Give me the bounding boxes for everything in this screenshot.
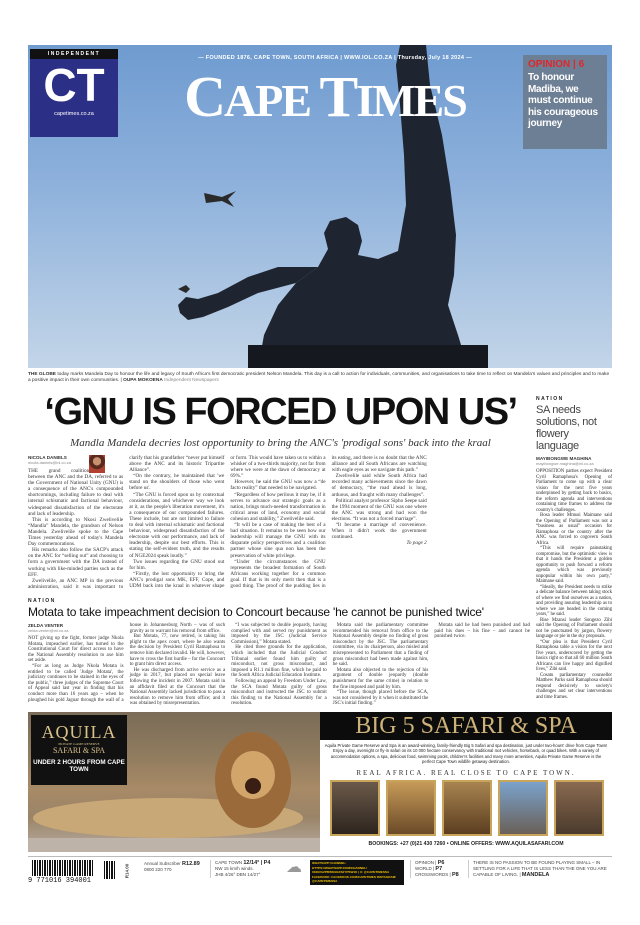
page-index	[410, 860, 459, 878]
paragraph: “This will require painstaking compromise, but the optimistic view is that it hands the President a golden opportunity to push forward a reform agenda which was previously unpopular within his own party,” Maimane said.	[536, 546, 612, 584]
barcode	[32, 860, 94, 876]
index-label: CROSSWORDS	[415, 872, 449, 877]
paragraph: “On the contrary, he maintained that 'we stand on the shoulders of those who went before us'.	[129, 473, 225, 492]
paragraph: OPPOSITION parties expect President Cyril Ramaphosa's Opening of Parliament to come up with a clear vision for the next five years underpinned by getting back to basics, the reform agenda and interventions containing time frames to address the country's challenges.	[536, 469, 612, 513]
paragraph: Motata said he had been punished and had paid his dues – his fine – and cannot be punished twice.	[434, 623, 530, 640]
paragraph: “The GNU is forced upon us by contextual considerations, and whichever way we look at it, as the people's liberation movement, it's a consequence of our compounded failures. These include, but are not limited to failure to deal with internal schismatic and factional behaviour, widespread dissatisfaction of the electorate with our performance, and lack of leadership, despite our best efforts. This is stating the self-evident truth, and the results of NGE2024 speak loudly.”	[129, 491, 225, 559]
paragraph: This is according to Nkosi Zwelivelile “Mandla” Mandela, the grandson of Nelson Mandela. Zwelivelile spoke to the Cape Times yesterday ahead of today's Mandela Day commemorations.	[28, 516, 124, 548]
index-item[interactable]: CROSSWORDS | P8	[415, 872, 459, 878]
paragraph: But Motata, 77, now retired, is taking his plight to the apex court, where he also wants the decision by President Cyril Ramaphosa to remove him declared invalid. He will, however, have to cross the first hurdle – for the Concourt to grant him direct access.	[129, 634, 226, 668]
ad-brand-sub: PRIVATE GAME RESERVE	[58, 742, 100, 746]
paragraph: “It became a marriage of convenience. When it didn't work the government continued.	[331, 522, 427, 541]
ad-bookings[interactable]: BOOKINGS: +27 (0)21 430 7260 • ONLINE OFFERS: WWW.AQUILASAFARI.COM	[368, 841, 564, 847]
author-email: nicola.daniels@inl.co.za	[28, 460, 71, 465]
paragraph: “I was subjected to double jeopardy, having complied with and served my punishment as imposed by the JSC (Judicial Service Commission),” Motata stated.	[231, 623, 327, 645]
caption-lead: THE GLOBE	[28, 372, 56, 377]
paragraphs	[28, 623, 530, 710]
paragraph: “Firstly, the lost opportunity to bring the ANC's prodigal sons MK, EFF, Cope, and UDM back into the kraal in whatever shape or form. This would have taken us to within a whisker of a two-thirds majority, not far from where we were at the dawn of democracy at 69%.”	[129, 455, 326, 589]
paragraph: Political analyst professor Sipho Seepe said the 1994 moment of the GNU was one where the ANC was strong and had won the elections. “It was not a forced marriage”.	[331, 497, 427, 522]
bird-in-flight-icon	[204, 191, 236, 207]
lead-subhead: Mandla Mandela decries lost opportunity to bring the ANC's 'prodigal sons' back into the kraal	[70, 437, 491, 449]
jump-link[interactable]: To page 2	[406, 540, 427, 547]
paragraph: Rise Mzansi leader Songezo Zibi said the Opening of Parliament should not be punctuated by jargon, flowery language or pie in the sky proposals.	[536, 617, 612, 639]
second-headline[interactable]: Motata to take impeachment decision to Concourt because 'he cannot be punished twice'	[28, 605, 484, 619]
footer-strip	[28, 856, 612, 886]
photo-caption	[28, 372, 612, 384]
paragraph: Motata said the parliamentary committee recommended his removal from office to the National Assembly despite no finding of gross misconduct by the JSC. The parliamentary committee, via its chairperson, also misled and misrepresented to Parliament that a finding of gross misconduct had been made against him, he said.	[332, 623, 429, 668]
paragraph: Zwelivelile, an ANC MP in the previous administration, said it was important to clarify that his grandfather “never put himself above the ANC and its historic Tripartite Alliance”.	[28, 455, 225, 590]
weather	[210, 860, 270, 878]
paragraph: “The issue, though placed before the SCA, was not considered by it when it substituted the JSC's initial finding.”	[332, 690, 429, 707]
subscriber-label: Annual Subscriber	[144, 861, 181, 866]
paragraph: “Our plea is that President Cyril Ramaphosa table a vision for the next five years, underscored by getting the basics right so that all 60 million South Africans can live happy and dignified lives,” Zibi said.	[536, 639, 612, 672]
second-kicker: NATION	[28, 598, 56, 604]
logo-url: capetimes.co.za	[54, 111, 94, 117]
rain-cloud-icon: ☁	[286, 859, 302, 876]
index-item[interactable]: OPINION | P6	[415, 860, 445, 866]
title-part: IMES	[356, 75, 466, 126]
bird-on-hand-icon	[178, 285, 190, 293]
paragraph: Following an appeal by Freedom Under Law, the SCA found Motata guilty of gross misconduct and instructed the JSC to submit this finding to the National Assembly for a resolution.	[231, 678, 327, 707]
ad-copy: Aquila Private Game Reserve and Spa is an award-winning, family-friendly Big 5 Safari and spa destination, just under two-hours' drive from Cape Town! Enjoy a day, overnight or fly-in safari on its 10 000 hectare conservancy with traditional 4x4 vehicles, horseback, or quad bikes. With a variety of accommodation options, a spa, delicious food, swimming pools, children's facilities and many more amenities, Aquila Private Game Reserve is the perfect Cape Town wildlife getaway destination.	[324, 743, 608, 765]
author-avatar	[89, 455, 105, 473]
paragraph: “For as long as Judge Nkola Motata is entitled to be called 'Judge Motata', the judiciary continues to be stained in the eyes of the public,” three judges of the Supreme Court of Appeal said last year in finding that his conduct more than 16 years ago – when he ploughed his gold Jaguar through the wall of a house in Johannesburg North – was of such gravity as to warrant his removal from office.	[28, 623, 226, 703]
title-part: C	[184, 64, 225, 129]
lion-face-photo	[442, 780, 492, 836]
elephant-photo	[498, 780, 548, 836]
social-line: FACEBOOK: FACEBOOK.COM/CAPETIMES INSTAGRAM: @CAPETIMESSA	[312, 874, 397, 884]
price-barcode	[104, 861, 116, 879]
masthead-title	[130, 66, 520, 132]
weather-city: CAPE TOWN	[215, 860, 243, 865]
second-byline: ZELDA VENTER	[28, 623, 64, 628]
paragraph: NOT giving up the fight, former judge Nkola Motata, impeached earlier, has turned to the Constitutional Court for direct access to have the National Assembly resolution to axe him set aside.	[28, 636, 124, 664]
paragraph: THE grand coalition between the ANC and the DA, referred to as the Government of National Unity (GNU) is a consequence of the ANC's compounded shortcomings, including failure to deal with internal schismatic and factional behaviour, widespread dissatisfaction of the electorate and lack of leadership.	[28, 468, 124, 517]
social-line: WHATSAPP CHANNEL: HTTPS://WHATSAPP.COM/CHANNEL/	[312, 861, 367, 870]
photo-credit-org: Independent Newspapers	[162, 378, 219, 383]
ad-brand: AQUILA	[41, 722, 117, 742]
social-links[interactable]	[310, 860, 404, 885]
lead-headline: ‘GNU IS FORCED UPON US’	[44, 391, 517, 433]
weather-other: JHB 4/26° DBN 14/27°	[215, 872, 261, 877]
paragraph: “It will be a case of making the best of a bad situation. It remains to be seen how our leadership will manage the GNU with its disparate policy perspectives and a coalition partner whose sine qua non has been the preservation of white privilege.	[230, 522, 326, 559]
lead-article-body	[28, 455, 528, 595]
sidebar-email: mayibongwe.maghina@inl.co.za	[536, 461, 594, 466]
ct-logo[interactable]	[30, 49, 118, 137]
paragraph: Two issues regarding the GNU stood out for him.	[129, 558, 225, 571]
index-label: OPINION	[415, 860, 435, 865]
paragraph: Zwelivelile said while South Africa had recorded many achievements since the dawn of democracy, “the road ahead is long, arduous, and fraught with many challenges”.	[331, 473, 427, 498]
weather-page: | P4	[260, 860, 271, 866]
aquila-logo-box	[31, 715, 127, 785]
ad-info	[320, 712, 612, 852]
paragraph: “Regardless of how perilous it may be, if it serves to advance our strategic goals as a nation, brings much-needed transformation in critical areas of land, economy and social cohesion and stability,” Zwelivelile said.	[230, 491, 326, 522]
logo-initials: CT	[43, 59, 105, 111]
photo-credit: OUPA MOKOENA	[123, 378, 163, 383]
author-byline: NICOLA DANIELS	[28, 455, 67, 460]
second-story	[28, 598, 530, 710]
paragraphs	[28, 455, 427, 595]
barcode-number: 9 771016 394001	[28, 877, 92, 885]
ad-banner: BIG 5 SAFARI & SPA	[320, 712, 612, 740]
buffalo-photo	[330, 780, 380, 836]
teaser-kicker: OPINION | 6	[528, 59, 585, 70]
index-item[interactable]: WORLD | P7	[415, 866, 443, 872]
paragraph: Motata also objected to the rejection of his argument of double jeopardy (double punishment for the same crime) in relation to the fine imposed and paid by him.	[332, 667, 429, 690]
quote-text: THERE IS NO PASSION TO BE FOUND PLAYING SMALL – IN SETTLING FOR A LIFE THAT IS LESS THAN THE ONE YOU ARE CAPABLE OF LIVING.	[473, 860, 607, 877]
aquila-advert[interactable]	[28, 712, 612, 852]
lion-photo	[28, 712, 320, 852]
quote-author: MANDELA	[521, 872, 550, 878]
paragraph: “Ideally, the President needs to strike a delicate balance between taking stock of where we find ourselves as a nation, and providing assuring leadership as to where we are headed in the coming years,” he said.	[536, 584, 612, 617]
caption-text: today marks Mandela Day to honour the life and legacy of South Africa's first democratic president Nelson Mandela. This day is a call to action for individuals, communities, and organisations to take time to reflect on Mandela's values and principles and to make a positive impact in their own communities. |	[28, 372, 610, 383]
title-part: APE	[224, 75, 320, 126]
index-page: P6	[437, 860, 445, 866]
rhino-photo	[554, 780, 604, 836]
teaser-headline: To honour Madiba, we must continue his courageous journey	[528, 72, 598, 129]
second-article-body	[28, 623, 530, 710]
sidebar-headline[interactable]: SA needs solutions, not flowery language	[536, 404, 597, 452]
index-label: WORLD	[415, 866, 432, 871]
opinion-teaser[interactable]	[523, 55, 607, 149]
weather-wind: NW 15 km/h winds.	[215, 866, 254, 871]
social-line: 0029VAZPBWK9GXS2YPSW1K | X: @CAPETIMESSA	[312, 870, 390, 875]
ad-distance: UNDER 2 HOURS FROM CAPE TOWN	[33, 759, 125, 773]
paragraph: However, he said the GNU was now a “de facto reality” that needed to be navigated.	[230, 479, 326, 492]
index-page: P7	[435, 866, 443, 872]
masthead-tagline: — FOUNDED 1876, CAPE TOWN, SOUTH AFRICA | WWW.IOL.CO.ZA | Thursday, July 18 2024 —	[198, 55, 472, 61]
sidebar-byline: MAYIBONGWE MAGHINA	[536, 456, 592, 461]
title-part: T	[319, 64, 357, 129]
weather-temp: 12/14°	[243, 860, 260, 866]
paragraph: He was discharged from active service as a judge in 2017, but placed on special leave following the incident in 2007. Motata said in an affidavit filed at the Concourt that the National Assembly lacked jurisdiction to pass a resolution to remove him from office; and it was obtained by misrepresentation.	[129, 667, 226, 707]
sidebar-kicker: NATION	[536, 396, 564, 402]
mandela-quote: THERE IS NO PASSION TO BE FOUND PLAYING SMALL – IN SETTLING FOR A LIFE THAT IS LESS THAN THE ONE YOU ARE CAPABLE OF LIVING. | MANDELA	[468, 860, 608, 878]
cover-price: R14.00	[124, 863, 130, 879]
ad-slogan: REAL AFRICA. REAL CLOSE TO CAPE TOWN.	[356, 769, 576, 777]
brand-label: INDEPENDENT	[30, 49, 118, 59]
second-email: zelda.venter@inl.co.za	[28, 628, 69, 633]
ad-brand-line: SAFARI & SPA	[52, 746, 106, 755]
paragraph: “Under the circumstances the GNU represents the broadest formation of South Africans working together for a common goal. If that is its only merit then that is a good thing. The proof of the pudding lies in its eating, and there is no doubt that the ANC alliance and all South Africans are watching with eagle eyes as we navigate this path.”	[230, 455, 427, 589]
paragraph: Cosatu parliamentary counsellor Matthew Parks said Ramaphosa should respond decisively to society's challenges and set clear interventions and time frames.	[536, 672, 612, 700]
paragraph: His remarks also follow the SACP's attack on the ANC for “selling out” and choosing to form a government with the DA instead of working with like-minded parties such as the EFF.	[28, 547, 124, 578]
subscriber-price: R12.89	[182, 861, 200, 867]
index-page: P8	[451, 872, 459, 878]
subscriber-phone: 0800 220 770	[144, 867, 172, 872]
paragraph: He cited three grounds for the application, which included that the Judicial Conduct Tribunal earlier found him guilty of misconduct, not gross misconduct, and imposed a R1.1 million fine, which he paid to the South Africa Judicial Education Institute.	[231, 645, 327, 679]
sidebar-story	[536, 396, 612, 710]
subscription-info	[144, 861, 200, 873]
sidebar-body	[536, 469, 612, 700]
paragraph: Bosa leader Mmusi Maimane said the Opening of Parliament was not a “business as usual” occasion for Ramaphosa or the country after the ANC was forced to cogovern South Africa.	[536, 513, 612, 546]
leopard-photo	[386, 780, 436, 836]
